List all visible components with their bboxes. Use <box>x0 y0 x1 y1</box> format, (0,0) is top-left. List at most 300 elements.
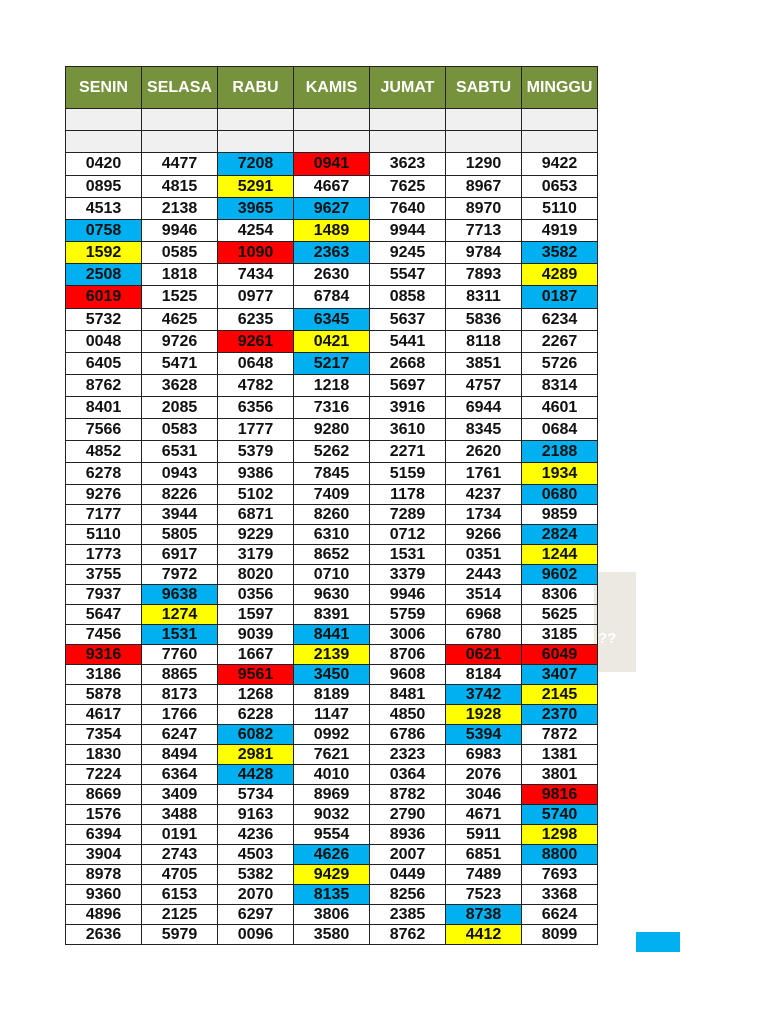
table-row <box>66 463 598 485</box>
cell-selasa: 4815 <box>142 176 218 198</box>
table-row <box>66 525 598 545</box>
cell-jumat: 8782 <box>370 785 446 805</box>
empty-cell <box>218 109 294 131</box>
cell-rabu: 2981 <box>218 745 294 765</box>
cell-kamis: 8260 <box>294 505 370 525</box>
table-row <box>66 198 598 220</box>
cell-kamis: 1218 <box>294 375 370 397</box>
cell-selasa: 3488 <box>142 805 218 825</box>
cell-jumat: 7289 <box>370 505 446 525</box>
cell-senin: 0895 <box>66 176 142 198</box>
cell-minggu: 1244 <box>522 545 598 565</box>
cell-rabu: 4236 <box>218 825 294 845</box>
header-sabtu: SABTU <box>446 67 522 109</box>
cell-jumat: 5759 <box>370 605 446 625</box>
cell-minggu: 1298 <box>522 825 598 845</box>
cell-selasa: 9726 <box>142 331 218 353</box>
cell-minggu: 1934 <box>522 463 598 485</box>
cell-selasa: 2138 <box>142 198 218 220</box>
cell-kamis: 8135 <box>294 885 370 905</box>
cell-kamis: 5262 <box>294 441 370 463</box>
cell-sabtu: 2620 <box>446 441 522 463</box>
cell-jumat: 6786 <box>370 725 446 745</box>
empty-cell <box>218 131 294 153</box>
cell-selasa: 4705 <box>142 865 218 885</box>
cell-selasa: 7760 <box>142 645 218 665</box>
cell-minggu: 0653 <box>522 176 598 198</box>
table-row <box>66 286 598 309</box>
cell-rabu: 9386 <box>218 463 294 485</box>
cell-sabtu: 5394 <box>446 725 522 745</box>
cell-jumat: 5441 <box>370 331 446 353</box>
cell-senin: 5110 <box>66 525 142 545</box>
cell-senin: 3904 <box>66 845 142 865</box>
cell-rabu: 8020 <box>218 565 294 585</box>
cell-senin: 8978 <box>66 865 142 885</box>
cell-jumat: 0712 <box>370 525 446 545</box>
table-row <box>66 565 598 585</box>
cell-jumat: 2668 <box>370 353 446 375</box>
cell-senin: 6019 <box>66 286 142 309</box>
cell-kamis: 9554 <box>294 825 370 845</box>
empty-cell <box>370 109 446 131</box>
table-row <box>66 176 598 198</box>
cell-sabtu: 1734 <box>446 505 522 525</box>
cell-rabu: 3965 <box>218 198 294 220</box>
cell-senin: 0758 <box>66 220 142 242</box>
cell-minggu: 6234 <box>522 309 598 331</box>
cell-sabtu: 8970 <box>446 198 522 220</box>
cell-selasa: 5471 <box>142 353 218 375</box>
header-jumat: JUMAT <box>370 67 446 109</box>
cell-rabu: 5291 <box>218 176 294 198</box>
cell-senin: 8762 <box>66 375 142 397</box>
cell-minggu: 6049 <box>522 645 598 665</box>
cell-selasa: 0943 <box>142 463 218 485</box>
cell-rabu: 9261 <box>218 331 294 353</box>
cell-kamis: 7621 <box>294 745 370 765</box>
cell-kamis: 8969 <box>294 785 370 805</box>
cell-rabu: 6082 <box>218 725 294 745</box>
table-row <box>66 885 598 905</box>
cell-rabu: 6235 <box>218 309 294 331</box>
cell-minggu: 5740 <box>522 805 598 825</box>
cell-sabtu: 3046 <box>446 785 522 805</box>
cell-minggu: 5110 <box>522 198 598 220</box>
cell-rabu: 7434 <box>218 264 294 286</box>
cell-selasa: 6247 <box>142 725 218 745</box>
cell-jumat: 3623 <box>370 153 446 176</box>
cell-rabu: 4428 <box>218 765 294 785</box>
cell-sabtu: 8738 <box>446 905 522 925</box>
cell-jumat: 3006 <box>370 625 446 645</box>
cell-kamis: 9032 <box>294 805 370 825</box>
cell-jumat: 8936 <box>370 825 446 845</box>
cell-senin: 4513 <box>66 198 142 220</box>
cell-sabtu: 1761 <box>446 463 522 485</box>
cell-selasa: 7972 <box>142 565 218 585</box>
cell-minggu: 5726 <box>522 353 598 375</box>
cell-minggu: 7872 <box>522 725 598 745</box>
cell-jumat: 7625 <box>370 176 446 198</box>
cell-kamis: 9630 <box>294 585 370 605</box>
cell-jumat: 5547 <box>370 264 446 286</box>
cell-senin: 1773 <box>66 545 142 565</box>
table-row <box>66 785 598 805</box>
cell-minggu: 4601 <box>522 397 598 419</box>
cell-kamis: 2363 <box>294 242 370 264</box>
cell-jumat: 2790 <box>370 805 446 825</box>
header-senin: SENIN <box>66 67 142 109</box>
cell-kamis: 4667 <box>294 176 370 198</box>
cell-kamis: 4626 <box>294 845 370 865</box>
table-body <box>66 109 598 945</box>
cell-kamis: 7409 <box>294 485 370 505</box>
cell-selasa: 1531 <box>142 625 218 645</box>
cell-rabu: 6228 <box>218 705 294 725</box>
empty-row <box>66 109 598 131</box>
cell-minggu: 4919 <box>522 220 598 242</box>
cell-senin: 7224 <box>66 765 142 785</box>
table-row <box>66 725 598 745</box>
empty-row <box>66 131 598 153</box>
cell-selasa: 0191 <box>142 825 218 845</box>
cell-rabu: 5734 <box>218 785 294 805</box>
cell-rabu: 9163 <box>218 805 294 825</box>
cell-minggu: 3582 <box>522 242 598 264</box>
empty-cell <box>294 109 370 131</box>
cell-selasa: 3409 <box>142 785 218 805</box>
cell-minggu: 2824 <box>522 525 598 545</box>
cell-senin: 4896 <box>66 905 142 925</box>
empty-cell <box>142 131 218 153</box>
cell-minggu: 0680 <box>522 485 598 505</box>
cell-senin: 2508 <box>66 264 142 286</box>
cell-selasa: 1525 <box>142 286 218 309</box>
cell-rabu: 0096 <box>218 925 294 945</box>
cell-sabtu: 4671 <box>446 805 522 825</box>
table-row <box>66 805 598 825</box>
cell-rabu: 4503 <box>218 845 294 865</box>
table-row <box>66 545 598 565</box>
table-row <box>66 353 598 375</box>
cell-kamis: 0710 <box>294 565 370 585</box>
table-row <box>66 625 598 645</box>
cell-selasa: 4477 <box>142 153 218 176</box>
cell-sabtu: 6944 <box>446 397 522 419</box>
cell-sabtu: 7523 <box>446 885 522 905</box>
cell-sabtu: 2443 <box>446 565 522 585</box>
table-row <box>66 685 598 705</box>
cell-kamis: 0941 <box>294 153 370 176</box>
cell-selasa: 5979 <box>142 925 218 945</box>
cell-jumat: 2007 <box>370 845 446 865</box>
cell-jumat: 3379 <box>370 565 446 585</box>
cell-rabu: 9229 <box>218 525 294 545</box>
cell-selasa: 2125 <box>142 905 218 925</box>
cell-kamis: 0421 <box>294 331 370 353</box>
empty-cell <box>522 109 598 131</box>
cell-sabtu: 2076 <box>446 765 522 785</box>
cell-sabtu: 5911 <box>446 825 522 845</box>
cell-jumat: 0449 <box>370 865 446 885</box>
cell-kamis: 2630 <box>294 264 370 286</box>
header-minggu: MINGGU <box>522 67 598 109</box>
cell-rabu: 1667 <box>218 645 294 665</box>
cell-jumat: 2271 <box>370 441 446 463</box>
cell-selasa: 6531 <box>142 441 218 463</box>
cell-kamis: 9627 <box>294 198 370 220</box>
table-row <box>66 845 598 865</box>
cell-kamis: 8391 <box>294 605 370 625</box>
cell-minggu: 3185 <box>522 625 598 645</box>
cell-senin: 3186 <box>66 665 142 685</box>
cell-senin: 9316 <box>66 645 142 665</box>
cell-kamis: 1489 <box>294 220 370 242</box>
cell-sabtu: 1290 <box>446 153 522 176</box>
cell-sabtu: 1928 <box>446 705 522 725</box>
cell-rabu: 1597 <box>218 605 294 625</box>
cell-sabtu: 6983 <box>446 745 522 765</box>
cell-kamis: 0992 <box>294 725 370 745</box>
cell-senin: 1592 <box>66 242 142 264</box>
cell-minggu: 4289 <box>522 264 598 286</box>
cell-senin: 5732 <box>66 309 142 331</box>
empty-cell <box>522 131 598 153</box>
cell-selasa: 8226 <box>142 485 218 505</box>
cell-senin: 7566 <box>66 419 142 441</box>
cell-selasa: 6364 <box>142 765 218 785</box>
cell-rabu: 6871 <box>218 505 294 525</box>
cell-selasa: 0583 <box>142 419 218 441</box>
cell-sabtu: 8311 <box>446 286 522 309</box>
cell-minggu: 2267 <box>522 331 598 353</box>
cell-selasa: 2085 <box>142 397 218 419</box>
cell-senin: 7456 <box>66 625 142 645</box>
cell-senin: 7937 <box>66 585 142 605</box>
table-row <box>66 825 598 845</box>
table-row <box>66 309 598 331</box>
cell-selasa: 3944 <box>142 505 218 525</box>
cell-senin: 4852 <box>66 441 142 463</box>
cell-jumat: 5159 <box>370 463 446 485</box>
cell-senin: 7177 <box>66 505 142 525</box>
table-row <box>66 865 598 885</box>
table-row <box>66 705 598 725</box>
cell-sabtu: 8967 <box>446 176 522 198</box>
cell-kamis: 8189 <box>294 685 370 705</box>
table-row <box>66 905 598 925</box>
cell-senin: 2636 <box>66 925 142 945</box>
side-panel <box>594 572 636 672</box>
cell-jumat: 5697 <box>370 375 446 397</box>
cell-minggu: 8306 <box>522 585 598 605</box>
cell-kamis: 8652 <box>294 545 370 565</box>
cell-rabu: 3179 <box>218 545 294 565</box>
cell-rabu: 5379 <box>218 441 294 463</box>
cell-senin: 0048 <box>66 331 142 353</box>
cell-sabtu: 0351 <box>446 545 522 565</box>
cell-rabu: 1777 <box>218 419 294 441</box>
cell-senin: 1830 <box>66 745 142 765</box>
cell-sabtu: 4757 <box>446 375 522 397</box>
cell-sabtu: 6780 <box>446 625 522 645</box>
cell-selasa: 8865 <box>142 665 218 685</box>
cell-sabtu: 9784 <box>446 242 522 264</box>
cell-sabtu: 3514 <box>446 585 522 605</box>
cell-minggu: 2188 <box>522 441 598 463</box>
cell-minggu: 9602 <box>522 565 598 585</box>
cell-jumat: 3916 <box>370 397 446 419</box>
cell-jumat: 5637 <box>370 309 446 331</box>
cell-kamis: 6784 <box>294 286 370 309</box>
cell-selasa: 8494 <box>142 745 218 765</box>
cell-minggu: 8800 <box>522 845 598 865</box>
cell-selasa: 9946 <box>142 220 218 242</box>
cell-jumat: 8481 <box>370 685 446 705</box>
cell-selasa: 9638 <box>142 585 218 605</box>
cell-kamis: 7845 <box>294 463 370 485</box>
cell-jumat: 1178 <box>370 485 446 505</box>
cell-jumat: 3610 <box>370 419 446 441</box>
cell-selasa: 5805 <box>142 525 218 545</box>
cell-kamis: 9429 <box>294 865 370 885</box>
cell-kamis: 1147 <box>294 705 370 725</box>
cell-senin: 4617 <box>66 705 142 725</box>
cell-rabu: 0648 <box>218 353 294 375</box>
cell-senin: 7354 <box>66 725 142 745</box>
number-table <box>65 66 598 945</box>
cell-rabu: 4782 <box>218 375 294 397</box>
empty-cell <box>294 131 370 153</box>
cell-rabu: 0356 <box>218 585 294 605</box>
cell-rabu: 6297 <box>218 905 294 925</box>
empty-cell <box>66 131 142 153</box>
cell-rabu: 9561 <box>218 665 294 685</box>
cell-sabtu: 6968 <box>446 605 522 625</box>
cell-kamis: 2139 <box>294 645 370 665</box>
table-row <box>66 765 598 785</box>
table-row <box>66 645 598 665</box>
cell-sabtu: 3742 <box>446 685 522 705</box>
empty-cell <box>446 131 522 153</box>
cell-sabtu: 9266 <box>446 525 522 545</box>
cell-sabtu: 8184 <box>446 665 522 685</box>
cell-jumat: 2385 <box>370 905 446 925</box>
cell-jumat: 7640 <box>370 198 446 220</box>
header-rabu: RABU <box>218 67 294 109</box>
cell-kamis: 8441 <box>294 625 370 645</box>
cell-senin: 6278 <box>66 463 142 485</box>
color-swatch <box>636 932 680 952</box>
table-row <box>66 331 598 353</box>
table-row <box>66 585 598 605</box>
table-row <box>66 745 598 765</box>
cell-selasa: 6153 <box>142 885 218 905</box>
cell-selasa: 6917 <box>142 545 218 565</box>
cell-minggu: 0187 <box>522 286 598 309</box>
cell-selasa: 8173 <box>142 685 218 705</box>
cell-kamis: 7316 <box>294 397 370 419</box>
table-row <box>66 153 598 176</box>
cell-minggu: 9422 <box>522 153 598 176</box>
cell-senin: 0420 <box>66 153 142 176</box>
cell-minggu: 2370 <box>522 705 598 725</box>
cell-minggu: 2145 <box>522 685 598 705</box>
cell-senin: 5647 <box>66 605 142 625</box>
table-row <box>66 505 598 525</box>
cell-minggu: 3801 <box>522 765 598 785</box>
cell-senin: 6405 <box>66 353 142 375</box>
cell-minggu: 3368 <box>522 885 598 905</box>
empty-cell <box>446 109 522 131</box>
cell-minggu: 7693 <box>522 865 598 885</box>
cell-rabu: 7208 <box>218 153 294 176</box>
cell-senin: 3755 <box>66 565 142 585</box>
cell-minggu: 5625 <box>522 605 598 625</box>
side-panel-text: ?? <box>598 630 617 647</box>
cell-sabtu: 7713 <box>446 220 522 242</box>
header-kamis: KAMIS <box>294 67 370 109</box>
cell-senin: 6394 <box>66 825 142 845</box>
cell-sabtu: 7893 <box>446 264 522 286</box>
cell-kamis: 6345 <box>294 309 370 331</box>
cell-jumat: 9245 <box>370 242 446 264</box>
table-row <box>66 925 598 945</box>
cell-jumat: 9946 <box>370 585 446 605</box>
cell-selasa: 0585 <box>142 242 218 264</box>
cell-kamis: 3450 <box>294 665 370 685</box>
cell-minggu: 8099 <box>522 925 598 945</box>
cell-sabtu: 8118 <box>446 331 522 353</box>
cell-sabtu: 5836 <box>446 309 522 331</box>
table-row <box>66 419 598 441</box>
empty-cell <box>142 109 218 131</box>
header-selasa: SELASA <box>142 67 218 109</box>
cell-rabu: 0977 <box>218 286 294 309</box>
table-row <box>66 397 598 419</box>
cell-jumat: 9944 <box>370 220 446 242</box>
cell-sabtu: 0621 <box>446 645 522 665</box>
table-row <box>66 665 598 685</box>
cell-jumat: 9608 <box>370 665 446 685</box>
cell-senin: 9276 <box>66 485 142 505</box>
cell-sabtu: 4412 <box>446 925 522 945</box>
cell-minggu: 6624 <box>522 905 598 925</box>
cell-jumat: 2323 <box>370 745 446 765</box>
cell-minggu: 1381 <box>522 745 598 765</box>
table-row <box>66 242 598 264</box>
cell-rabu: 9039 <box>218 625 294 645</box>
empty-cell <box>66 109 142 131</box>
cell-senin: 9360 <box>66 885 142 905</box>
cell-selasa: 1274 <box>142 605 218 625</box>
cell-minggu: 9816 <box>522 785 598 805</box>
cell-kamis: 5217 <box>294 353 370 375</box>
cell-senin: 8669 <box>66 785 142 805</box>
header-row <box>66 67 598 109</box>
cell-jumat: 8256 <box>370 885 446 905</box>
cell-rabu: 4254 <box>218 220 294 242</box>
cell-jumat: 8762 <box>370 925 446 945</box>
cell-jumat: 4850 <box>370 705 446 725</box>
table-row <box>66 441 598 463</box>
cell-rabu: 1090 <box>218 242 294 264</box>
cell-rabu: 6356 <box>218 397 294 419</box>
cell-sabtu: 6851 <box>446 845 522 865</box>
cell-rabu: 2070 <box>218 885 294 905</box>
cell-minggu: 9859 <box>522 505 598 525</box>
